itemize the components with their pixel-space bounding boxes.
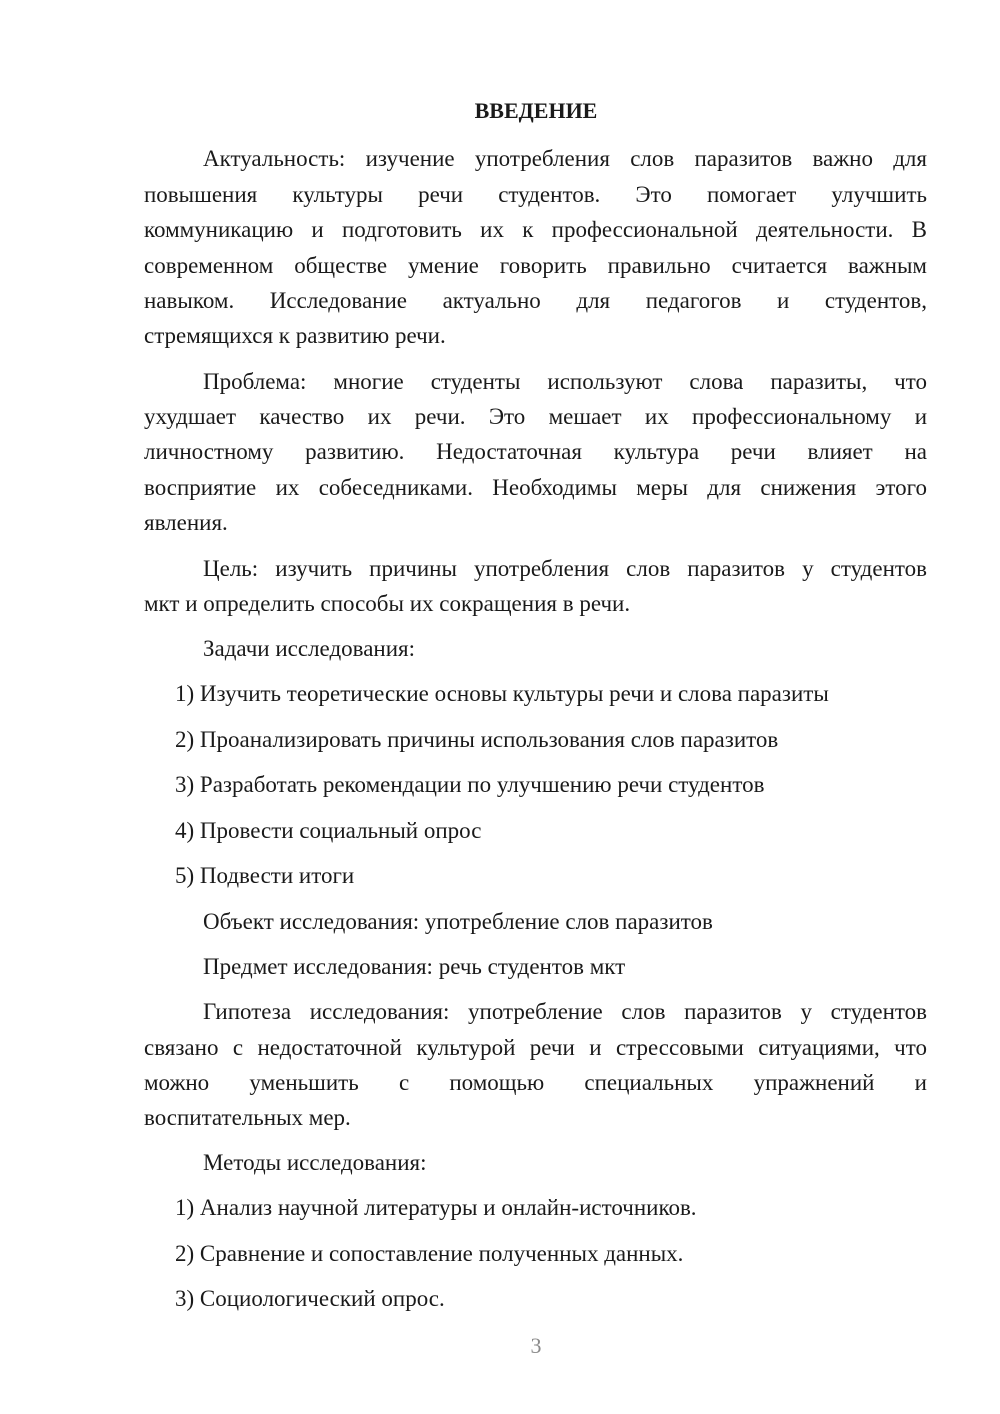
task-item: 1) Изучить теоретические основы культуры речи и слова паразиты xyxy=(175,681,829,706)
problem-line: ухудшает качество их речи. Это мешает их профессиональному и xyxy=(144,404,927,429)
task-item: 3) Разработать рекомендации по улучшению речи студентов xyxy=(175,772,765,797)
relevance-line: Актуальность: изучение употребления слов паразитов важно для xyxy=(203,146,927,171)
goal-line: Цель: изучить причины употребления слов паразитов у студентов xyxy=(203,556,927,581)
task-item: 2) Проанализировать причины использования слов паразитов xyxy=(175,727,779,752)
task-item: 4) Провести социальный опрос xyxy=(175,818,482,843)
relevance-line: современном обществе умение говорить правильно считается важным xyxy=(144,253,927,278)
problem-line: личностному развитию. Недостаточная культура речи влияет на xyxy=(144,439,927,464)
tasks-heading: Задачи исследования: xyxy=(203,636,416,661)
method-item: 2) Сравнение и сопоставление полученных данных. xyxy=(175,1241,684,1266)
relevance-line: коммуникацию и подготовить их к профессиональной деятельности. В xyxy=(144,217,927,242)
research-object: Объект исследования: употребление слов паразитов xyxy=(203,909,713,934)
method-item: 3) Социологический опрос. xyxy=(175,1286,445,1311)
problem-line: восприятие их собеседниками. Необходимы меры для снижения этого xyxy=(144,475,927,500)
hypothesis-line: можно уменьшить с помощью специальных упражнений и xyxy=(144,1070,927,1095)
hypothesis-line: Гипотеза исследования: употребление слов паразитов у студентов xyxy=(203,999,927,1024)
research-subject: Предмет исследования: речь студентов мкт xyxy=(203,954,626,979)
task-item: 5) Подвести итоги xyxy=(175,863,355,888)
hypothesis-line: связано с недостаточной культурой речи и стрессовыми ситуациями, что xyxy=(144,1035,927,1060)
page-number: 3 xyxy=(530,1333,542,1358)
relevance-line: навыком. Исследование актуально для педагогов и студентов, xyxy=(144,288,927,313)
methods-heading: Методы исследования: xyxy=(203,1150,427,1175)
problem-line: Проблема: многие студенты используют слова паразиты, что xyxy=(203,369,927,394)
relevance-line: стремящихся к развитию речи. xyxy=(144,323,446,348)
method-item: 1) Анализ научной литературы и онлайн-источников. xyxy=(175,1195,697,1220)
section-heading: ВВЕДЕНИЕ xyxy=(474,98,598,123)
problem-line: явления. xyxy=(144,510,228,535)
goal-line: мкт и определить способы их сокращения в речи. xyxy=(144,591,631,616)
relevance-line: повышения культуры речи студентов. Это помогает улучшить xyxy=(144,182,927,207)
hypothesis-line: воспитательных мер. xyxy=(144,1105,351,1130)
